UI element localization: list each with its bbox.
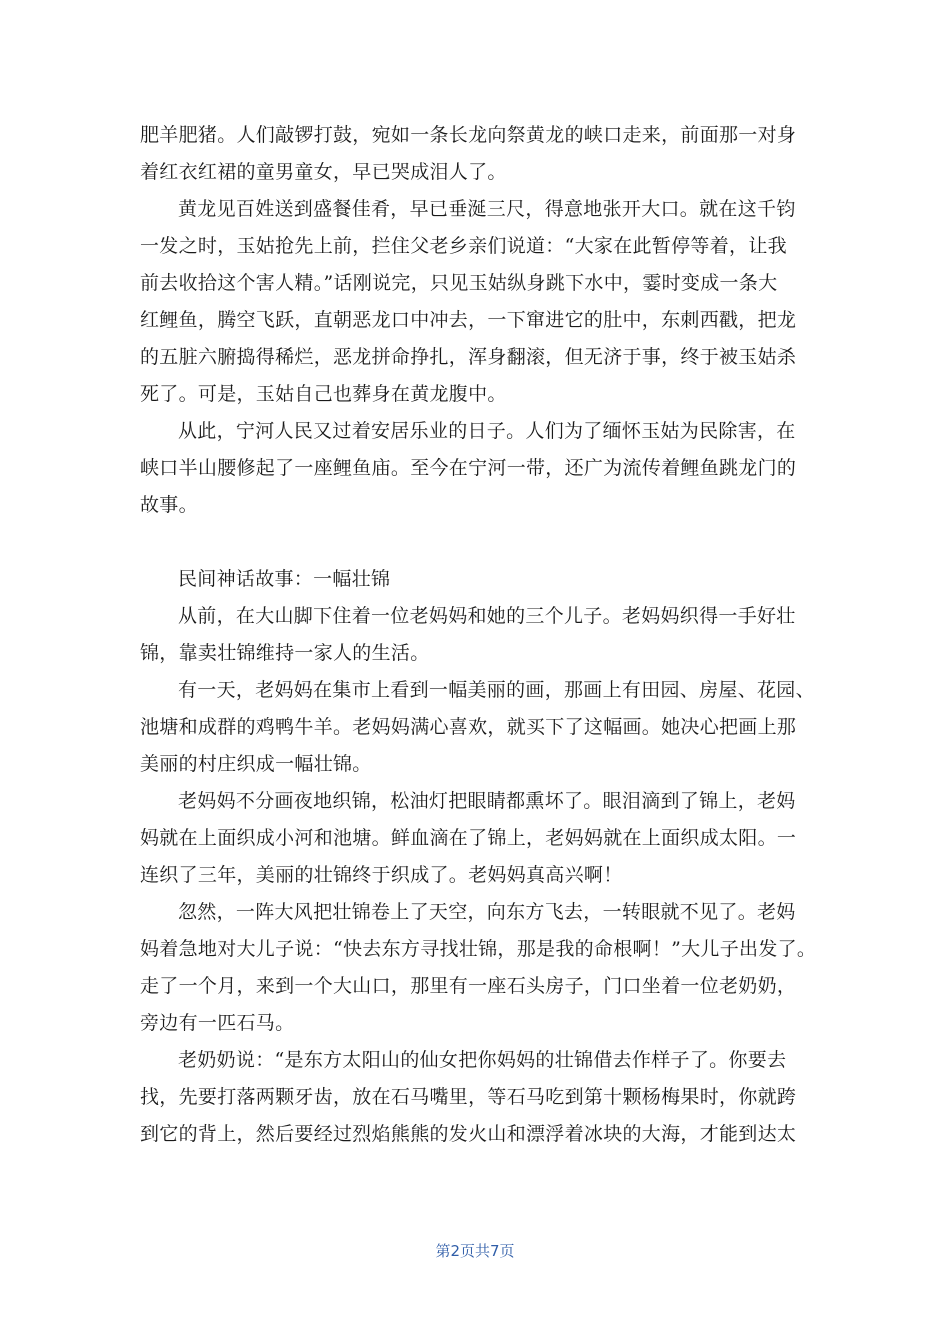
- text-line: 走了一个月，来到一个大山口，那里有一座石头房子，门口坐着一位老奶奶，: [140, 975, 797, 997]
- text-line: 锦，靠卖壮锦维持一家人的生活。: [140, 642, 430, 664]
- text-line: 美丽的村庄织成一幅壮锦。: [140, 753, 372, 775]
- text-line: 忽然，一阵大风把壮锦卷上了天空，向东方飞去，一转眼就不见了。老妈: [178, 901, 796, 923]
- text-line: 妈就在上面织成小河和池塘。鲜血滴在了锦上，老妈妈就在上面织成太阳。一: [140, 827, 797, 849]
- story-title: 民间神话故事：一幅壮锦: [178, 568, 391, 590]
- text-line: 连织了三年，美丽的壮锦终于织成了。老妈妈真高兴啊！: [140, 864, 623, 886]
- text-line: 黄龙见百姓送到盛餐佳肴，早已垂涎三尺，得意地张开大口。就在这千钧: [178, 198, 796, 220]
- text-line: 从前，在大山脚下住着一位老妈妈和她的三个儿子。老妈妈织得一手好壮: [178, 605, 796, 627]
- text-line: 的五脏六腑捣得稀烂，恶龙拼命挣扎，浑身翻滚，但无济于事，终于被玉姑杀: [140, 346, 797, 368]
- text-line: 前去收拾这个害人精。”话刚说完，只见玉姑纵身跳下水中，霎时变成一条大: [140, 272, 778, 294]
- text-line: 池塘和成群的鸡鸭牛羊。老妈妈满心喜欢，就买下了这幅画。她决心把画上那: [140, 716, 797, 738]
- text-line: 老奶奶说：“是东方太阳山的仙女把你妈妈的壮锦借去作样子了。你要去: [178, 1049, 787, 1071]
- text-line: 红鲤鱼，腾空飞跃，直朝恶龙口中冲去，一下窜进它的肚中，东刺西戳，把龙: [140, 309, 797, 331]
- text-line: 老妈妈不分画夜地织锦，松油灯把眼睛都熏坏了。眼泪滴到了锦上，老妈: [178, 790, 796, 812]
- text-line: 一发之时，玉姑抢先上前，拦住父老乡亲们说道：“大家在此暂停等着，让我: [140, 235, 787, 257]
- text-line: 旁边有一匹石马。: [140, 1012, 295, 1034]
- text-line: 死了。可是，玉姑自己也葬身在黄龙腹中。: [140, 383, 507, 405]
- text-line: 从此，宁河人民又过着安居乐业的日子。人们为了缅怀玉姑为民除害，在: [178, 420, 796, 442]
- text-line: 找，先要打落两颗牙齿，放在石马嘴里，等石马吃到第十颗杨梅果时，你就跨: [140, 1086, 797, 1108]
- text-line: 故事。: [140, 494, 198, 516]
- page-number: 第2页共7页: [435, 1242, 515, 1260]
- text-line: 肥羊肥猪。人们敲锣打鼓，宛如一条长龙向祭黄龙的峡口走来，前面那一对身: [140, 124, 797, 146]
- text-line: 妈着急地对大儿子说：“快去东方寻找壮锦，那是我的命根啊！”大儿子出发了。: [140, 938, 817, 960]
- text-line: 着红衣红裙的童男童女，早已哭成泪人了。: [140, 161, 507, 183]
- text-line: 有一天，老妈妈在集市上看到一幅美丽的画，那画上有田园、房屋、花园、: [178, 679, 815, 701]
- text-line: 峡口半山腰修起了一座鲤鱼庙。至今在宁河一带，还广为流传着鲤鱼跳龙门的: [140, 457, 797, 479]
- text-line: 到它的背上，然后要经过烈焰熊熊的发火山和漂浮着冰块的大海，才能到达太: [140, 1123, 797, 1145]
